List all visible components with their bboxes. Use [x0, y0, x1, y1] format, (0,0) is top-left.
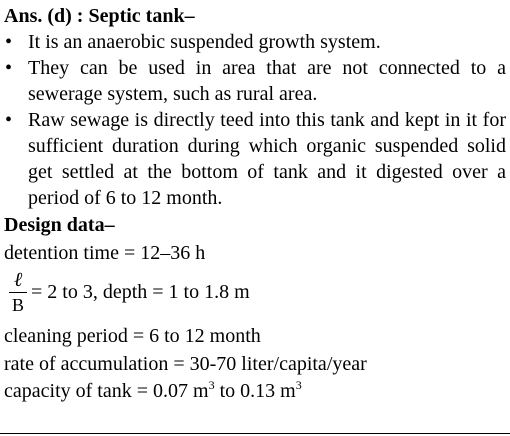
- ratio-depth-line: [4, 267, 506, 323]
- fraction-denominator: B: [11, 295, 24, 315]
- design-data-heading: Design data–: [4, 214, 115, 236]
- bullet-item: [4, 55, 506, 107]
- bullet-item: [4, 107, 506, 211]
- accumulation-rate-line: rate of accumulation = 30-70 liter/capita/year: [4, 352, 367, 375]
- bullet-list: [4, 29, 506, 211]
- detention-time-line: detention time = 12–36 h: [4, 241, 206, 264]
- bullet-text: They can be used in area that are not connected to a sewerage system, such as rural area.: [28, 57, 506, 105]
- capacity-text-start: capacity of tank = 0.07 m: [4, 380, 209, 402]
- cleaning-period-line: cleaning period = 6 to 12 month: [4, 325, 261, 347]
- length-breadth-fraction: [9, 269, 27, 316]
- answer-heading: Ans. (d) : Septic tank–: [4, 5, 195, 27]
- tank-capacity-line: [4, 378, 506, 406]
- ratio-depth-text: = 2 to 3, depth = 1 to 1.8 m: [31, 281, 250, 303]
- fraction-bar: [9, 292, 27, 293]
- capacity-text-middle: to 0.13 m: [214, 380, 296, 402]
- bullet-text: It is an anaerobic suspended growth system.: [28, 31, 381, 53]
- bottom-rule: [0, 433, 510, 434]
- bullet-icon: •: [5, 31, 13, 53]
- bullet-icon: •: [5, 109, 13, 131]
- capacity-exponent-1: 3: [208, 378, 215, 392]
- bullet-item: [4, 29, 506, 55]
- bullet-icon: •: [5, 57, 13, 79]
- capacity-exponent-2: 3: [295, 378, 302, 392]
- bullet-text: Raw sewage is directly teed into this tank and kept in it for sufficient duration during which organic suspended solid get settled at the bottom of tank and it digested over a period of 6 to 12 month.: [28, 109, 506, 209]
- fraction-numerator: ℓ: [13, 269, 23, 291]
